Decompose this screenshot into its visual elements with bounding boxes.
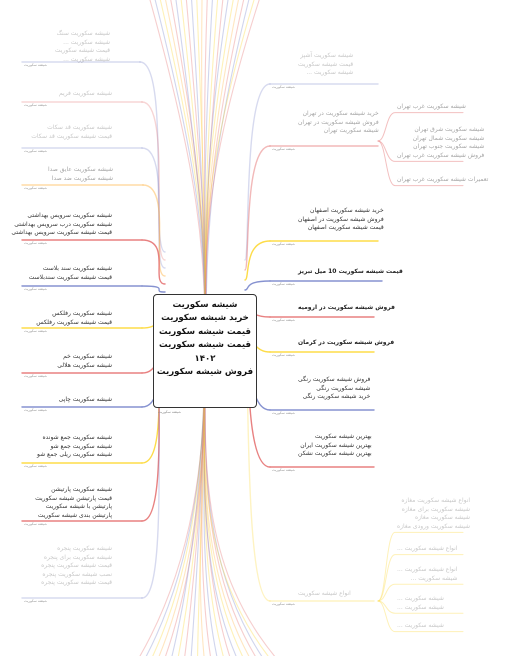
- node-text-line: شیشه سکوریت جمع شو: [50, 442, 112, 450]
- node-text-line: انواع شیشه سکوریت ...: [397, 545, 458, 552]
- node-text-line: قیمت شیشه سکوریت اصفهان: [307, 224, 384, 232]
- subtopic-node-types[interactable]: [397, 566, 457, 583]
- node-text-line: شیشه سکوریت فریم: [59, 90, 112, 97]
- node-text-line: شیشه سکوریت هلالی: [57, 361, 112, 369]
- central-topic-line: قیمت شیشه سکوریت: [158, 340, 251, 351]
- node-meta: شیشه سکوریت: [272, 147, 295, 151]
- node-text-line: قیمت شیشه سکوریت پنجره: [41, 579, 112, 587]
- branch-connector: [142, 286, 165, 292]
- subtopic-node-types[interactable]: [397, 595, 444, 612]
- node-text-line: شیشه سکوریت ...: [410, 574, 458, 582]
- topic-node-left[interactable]: [55, 30, 110, 64]
- node-text-line: شیشه سکوریت درب سرویس بهداشتی: [14, 220, 112, 228]
- node-text-line: بهترین شیشه سکوریت نشکن: [298, 450, 372, 458]
- subtopic-node-tehran[interactable]: [397, 176, 488, 185]
- node-text-line: فروش شیشه سکوریت غرب تهران: [397, 151, 485, 159]
- node-text-line: شیشه سکوریت رفلکس: [52, 310, 112, 317]
- branch-connector: [143, 185, 165, 276]
- central-topic[interactable]: [153, 294, 257, 408]
- node-meta: شیشه سکوریت: [24, 241, 47, 245]
- central-topic-line: قیمت شیشه سکوریت: [158, 326, 251, 337]
- node-text-line: شیشه سکوریت چاپی: [58, 396, 112, 403]
- node-text-line: فروش شیشه سکوریت در اصفهان: [298, 215, 384, 223]
- node-meta: شیشه سکوریت: [272, 353, 295, 357]
- node-text-line: قیمت شیشه سکوریت: [298, 60, 354, 68]
- node-text-line: شیشه سکوریت ریلی جمع شو: [37, 451, 112, 459]
- node-text-line: شیشه سکوریت پارتیشن: [51, 486, 112, 493]
- node-text-line: شیشه سکوریت ...: [397, 603, 444, 611]
- topic-node-left[interactable]: [31, 124, 112, 141]
- node-text-line: شیشه سکوریت ورودی مغازه: [397, 522, 471, 530]
- topic-node-left[interactable]: [35, 486, 112, 520]
- node-meta: شیشه سکوریت: [24, 408, 47, 412]
- node-text-line: شیشه سکوریت رنگی: [316, 384, 371, 392]
- node-meta: شیشه سکوریت: [24, 329, 47, 333]
- node-text-line: خرید شیشه سکوریت رنگی: [302, 393, 371, 401]
- node-text-line: شیشه سکوریت برای مغازه: [401, 505, 471, 513]
- node-text-line: شیشه سکوریت آشپز: [300, 52, 354, 59]
- subtopic-node-tehran[interactable]: [397, 103, 466, 112]
- node-text-line: شیشه سکوریت شمال تهران: [412, 134, 485, 142]
- subtopic-node-types[interactable]: [397, 545, 457, 554]
- topic-node-left[interactable]: [37, 434, 112, 460]
- node-text-line: تعمیرات شیشه سکوریت غرب تهران: [397, 176, 489, 183]
- topic-node-right[interactable]: [298, 110, 379, 136]
- node-meta: شیشه سکوریت: [272, 318, 295, 322]
- node-text-line: شیشه سکوریت غرب تهران: [397, 103, 466, 110]
- topic-node-right[interactable]: [298, 268, 403, 277]
- node-text-line: شیشه سکوریت ...: [397, 622, 444, 629]
- subtopic-node-types[interactable]: [397, 622, 444, 631]
- node-text-line: انواع شیشه سکوریت: [298, 590, 351, 597]
- topic-node-left[interactable]: [57, 353, 112, 370]
- node-text-line: شیشه سکوریت قد سکات: [47, 124, 112, 131]
- central-topic-meta: شیشه سکوریت: [158, 410, 181, 414]
- node-text-line: شیشه سکوریت سنگ: [56, 30, 110, 37]
- node-meta: شیشه سکوریت: [272, 411, 295, 415]
- node-text-line: شیشه سکوریت عایق صدا: [47, 166, 113, 173]
- node-text-line: قیمت شیشه سکوریت: [54, 47, 110, 55]
- node-meta: شیشه سکوریت: [24, 103, 47, 107]
- node-text-line: فروش شیشه سکوریت رنگی: [298, 376, 371, 383]
- node-text-line: فروش شیشه سکوریت در ارومیه: [298, 304, 395, 311]
- node-text-line: نصب شیشه سکوریت پنجره: [42, 570, 112, 578]
- node-meta: شیشه سکوریت: [24, 149, 47, 153]
- node-text-line: شیشه سکوریت خم: [63, 353, 112, 360]
- node-meta: شیشه سکوریت: [272, 85, 295, 89]
- node-text-line: خرید شیشه سکوریت در تهران: [302, 110, 379, 117]
- node-text-line: قیمت شیشه سکوریت پنجره: [41, 562, 112, 570]
- topic-node-right[interactable]: [298, 339, 394, 348]
- node-text-line: بهترین شیشه سکوریت ایران: [300, 441, 372, 449]
- node-meta: شیشه سکوریت: [24, 464, 47, 468]
- node-text-line: شیشه سکوریت تهران: [323, 127, 379, 135]
- topic-node-left[interactable]: [36, 310, 112, 327]
- node-text-line: خرید شیشه سکوریت اصفهان: [310, 207, 384, 214]
- topic-node-left[interactable]: [48, 166, 113, 183]
- node-meta: شیشه سکوریت: [272, 468, 295, 472]
- topic-node-right[interactable]: [298, 433, 372, 459]
- node-text-line: بهترین شیشه سکوریت: [314, 433, 372, 440]
- node-text-line: شیشه سکوریت برای پنجره: [43, 553, 112, 561]
- topic-node-right[interactable]: [298, 207, 384, 233]
- node-meta: شیشه سکوریت: [24, 63, 47, 67]
- topic-node-right[interactable]: [298, 304, 395, 313]
- node-text-line: قیمت شیشه سکوریت 10 میل تبریز: [298, 268, 403, 275]
- node-meta: شیشه سکوریت: [24, 599, 47, 603]
- node-text-line: فروش شیشه سکوریت در کرمان: [298, 339, 395, 346]
- node-text-line: شیشه سکوریت ضد صدا: [51, 174, 113, 182]
- topic-node-left[interactable]: [59, 90, 112, 99]
- node-text-line: شیشه سکوریت جنوب تهران: [413, 143, 485, 151]
- node-text-line: شیشه سکوریت مغازه: [414, 514, 471, 522]
- node-text-line: قیمت شیشه سکوریت قد سکات: [31, 132, 112, 140]
- node-text-line: شیشه سکوریت ...: [63, 55, 110, 63]
- node-text-line: پارتیشن بندی شیشه سکوریت: [37, 511, 112, 519]
- node-text-line: شیشه سکوریت جمع شونده: [42, 434, 112, 441]
- central-topic-line: فروش شیشه سکوریت: [156, 367, 254, 378]
- node-text-line: شیشه سکوریت ...: [306, 69, 354, 77]
- node-text-line: شیشه سکوریت شرق تهران: [414, 126, 485, 133]
- node-meta: شیشه سکوریت: [24, 374, 47, 378]
- topic-node-left[interactable]: [59, 396, 112, 405]
- node-text-line: قیمت شیشه سکوریت رفلکس: [36, 318, 112, 326]
- branch-connector: [142, 102, 165, 260]
- node-meta: شیشه سکوریت: [24, 186, 47, 190]
- node-text-line: انواع شیشه سکوریت ...: [397, 566, 458, 573]
- subtopic-node-types[interactable]: [397, 497, 470, 531]
- node-meta: شیشه سکوریت: [272, 602, 295, 606]
- topic-node-left[interactable]: [29, 265, 112, 282]
- branch-connector: [245, 281, 270, 290]
- central-topic-line: شیشه سکوریت: [172, 300, 238, 310]
- branch-connector: [142, 148, 165, 268]
- branch-connector: [245, 241, 270, 280]
- topic-node-right[interactable]: [298, 52, 353, 78]
- central-topic-line: ۱۴۰۲: [194, 353, 216, 364]
- node-text-line: قیمت پارتیشن شیشه سکوریت: [35, 494, 112, 502]
- topic-node-left[interactable]: [11, 212, 112, 238]
- subtopic-node-tehran[interactable]: [397, 126, 484, 160]
- node-meta: شیشه سکوریت: [24, 522, 47, 526]
- node-text-line: شیشه سکوریت پنجره: [57, 545, 112, 552]
- node-text-line: شیشه سکوریت ...: [63, 38, 110, 46]
- topic-node-right[interactable]: [298, 376, 370, 402]
- node-text-line: فروش شیشه سکوریت در تهران: [298, 118, 379, 126]
- node-text-line: شیشه سکوریت سرویس بهداشتی: [27, 212, 112, 219]
- central-topic-line: خرید شیشه سکوریت: [161, 313, 249, 324]
- node-text-line: شیشه سکوریت ...: [397, 595, 444, 602]
- node-meta: شیشه سکوریت: [24, 287, 47, 291]
- node-text-line: پارتیشن با شیشه سکوریت: [45, 503, 112, 511]
- branch-connector: [245, 84, 270, 260]
- branch-connector: [245, 146, 270, 270]
- topic-node-left[interactable]: [41, 545, 112, 588]
- node-text-line: قیمت شیشه سکوریت سندبلاست: [28, 273, 112, 281]
- node-meta: شیشه سکوریت: [272, 282, 295, 286]
- node-text-line: قیمت شیشه سکوریت سرویس بهداشتی: [11, 229, 112, 237]
- node-text-line: شیشه سکوریت سند بلاست: [42, 265, 112, 272]
- node-meta: شیشه سکوریت: [272, 242, 295, 246]
- topic-node-right[interactable]: [298, 590, 351, 599]
- node-text-line: انواع شیشه سکوریت مغازه: [401, 497, 471, 504]
